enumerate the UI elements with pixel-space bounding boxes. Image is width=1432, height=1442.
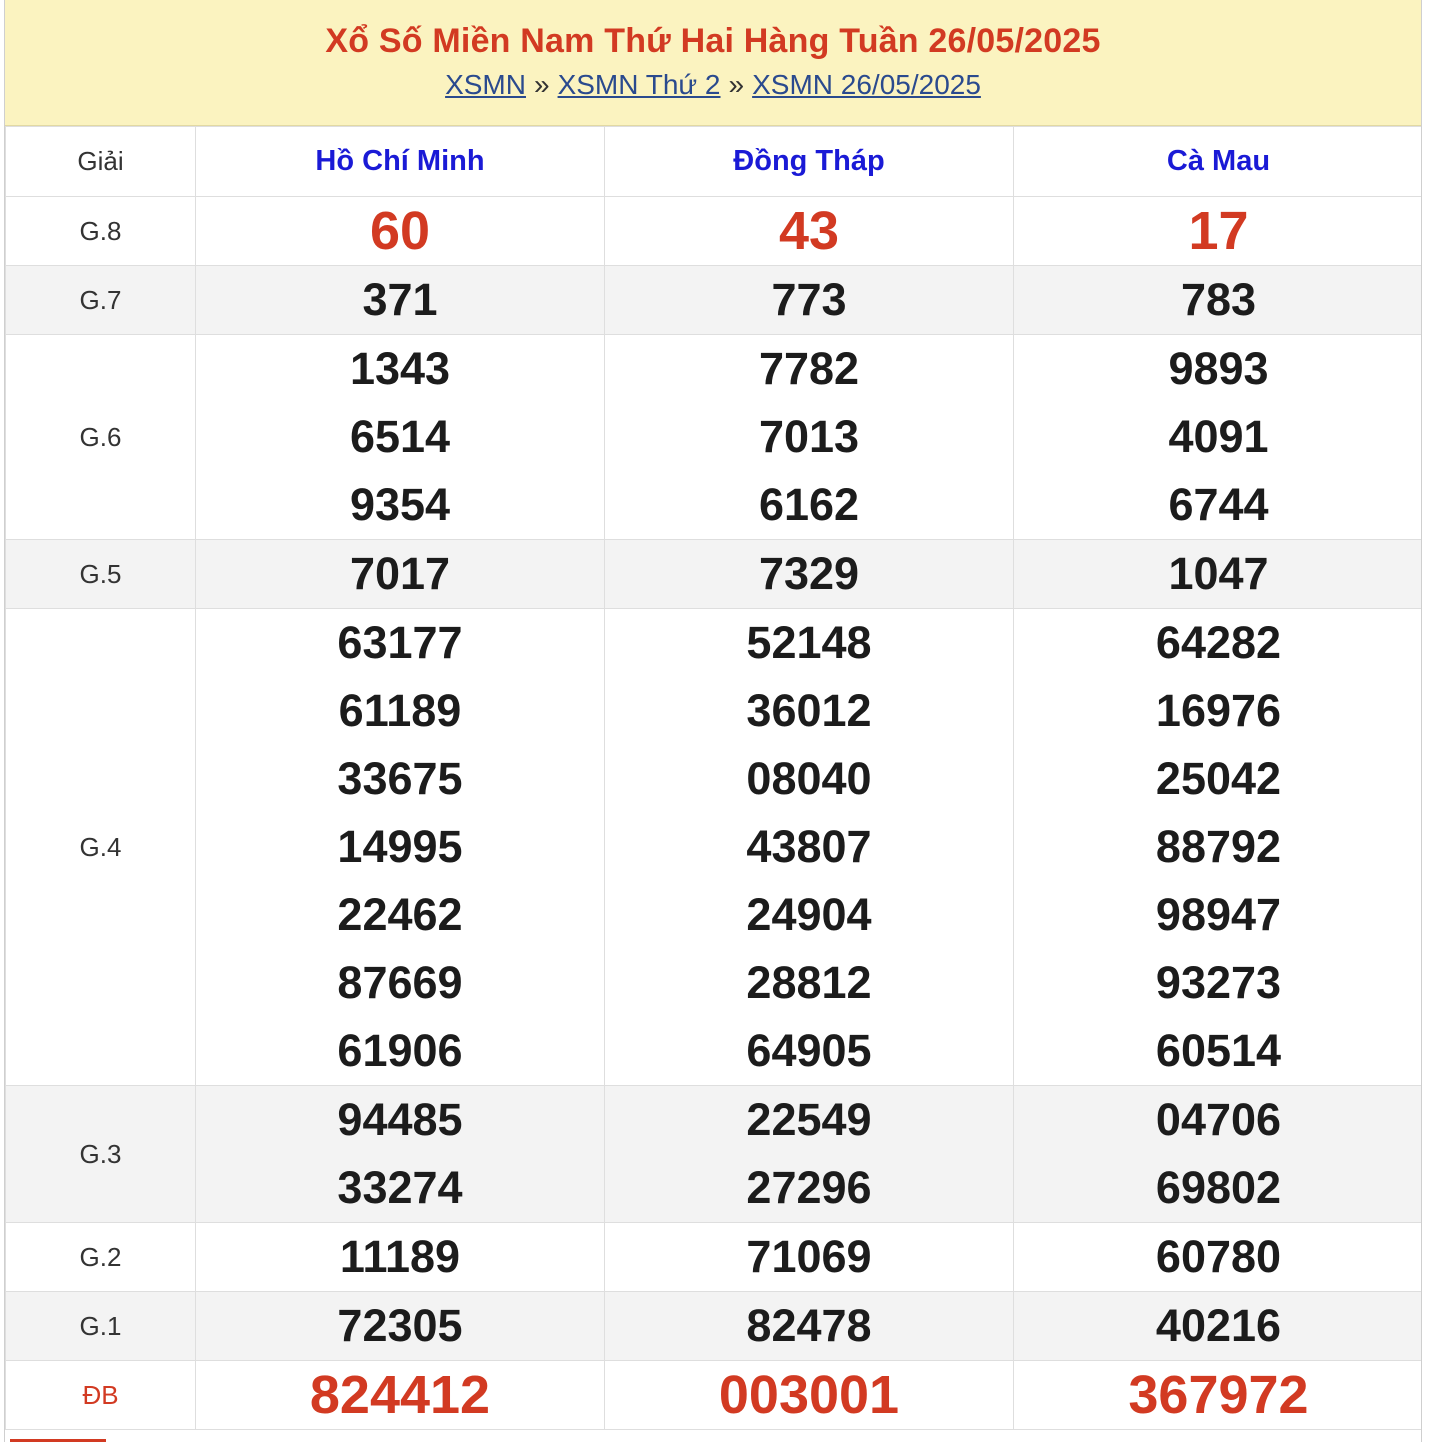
winning-number: 36012 [746,685,872,736]
breadcrumb-link-xsmn-date[interactable]: XSMN 26/05/2025 [752,69,981,100]
result-cell-ho-chi-minh [196,1086,605,1223]
winning-number: 22549 [746,1094,872,1145]
page-title: Xổ Số Miền Nam Thứ Hai Hàng Tuần 26/05/2025 [325,22,1101,60]
winning-number: 64282 [1155,617,1282,668]
results-panel [4,0,1422,1442]
prize-label: G.6 [6,335,196,540]
prize-label: G.1 [6,1292,196,1361]
result-cell-ho-chi-minh [196,335,605,540]
winning-number: 28812 [746,957,872,1008]
prize-label: G.5 [6,540,196,609]
breadcrumb-separator: » [728,69,745,100]
winning-number: 64905 [746,1025,872,1076]
prize-label: G.7 [6,266,196,335]
result-cell-ca-mau [1014,266,1423,335]
result-cell-dong-thap [605,609,1014,1086]
results-table [5,126,1422,1430]
result-cell-ca-mau [1014,540,1423,609]
winning-number: 27296 [746,1162,872,1213]
winning-number: 98947 [1155,889,1282,940]
breadcrumb-link-xsmn[interactable]: XSMN [445,69,526,100]
result-cell-ho-chi-minh [196,1223,605,1292]
breadcrumb-link-xsmn-thu-2[interactable]: XSMN Thứ 2 [557,69,721,100]
prize-row [6,266,1423,335]
result-cell-ho-chi-minh [196,540,605,609]
winning-number: 60514 [1155,1025,1282,1076]
winning-number: 22462 [337,889,463,940]
winning-number: 71069 [746,1231,872,1282]
result-cell-dong-thap [605,266,1014,335]
prize-row [6,335,1423,540]
winning-number: 783 [1180,274,1257,325]
winning-number: 773 [771,274,847,325]
result-cell-dong-thap [605,1361,1014,1430]
winning-number: 11189 [339,1231,461,1282]
province-header-dong-thap[interactable]: Đồng Tháp [605,127,1014,197]
prize-label: G.4 [6,609,196,1086]
winning-number: 88792 [1155,821,1282,872]
winning-number: 7017 [349,548,451,599]
winning-number: 87669 [337,957,463,1008]
prize-label: G.3 [6,1086,196,1223]
breadcrumb [5,69,1421,101]
winning-number: 7329 [758,548,860,599]
winning-number: 25042 [1155,753,1282,804]
prize-column-header: Giải [6,127,196,197]
winning-number: 16976 [1155,685,1282,736]
result-cell-ca-mau [1014,609,1423,1086]
prize-row [6,1223,1423,1292]
result-cell-dong-thap [605,540,1014,609]
winning-number: 60 [369,201,431,261]
winning-number: 61906 [337,1025,463,1076]
prize-row [6,197,1423,266]
winning-number: 7013 [758,411,860,462]
result-cell-ca-mau [1014,1361,1423,1430]
winning-number: 4091 [1168,411,1269,462]
result-cell-dong-thap [605,1223,1014,1292]
result-cell-dong-thap [605,197,1014,266]
winning-number: 14995 [337,821,463,872]
result-cell-ca-mau [1014,1086,1423,1223]
winning-number: 1343 [349,343,451,394]
winning-number: 61189 [338,685,462,736]
winning-number: 63177 [337,617,463,668]
result-cell-ho-chi-minh [196,609,605,1086]
prize-row [6,1292,1423,1361]
winning-number: 93273 [1155,957,1282,1008]
winning-number: 7782 [758,343,860,394]
winning-number: 824412 [309,1365,491,1425]
winning-number: 69802 [1155,1162,1282,1213]
results-header [5,0,1421,126]
winning-number: 6162 [758,479,860,530]
winning-number: 52148 [746,617,872,668]
winning-number: 04706 [1155,1094,1282,1145]
winning-number: 94485 [337,1094,463,1145]
winning-number: 43807 [746,821,872,872]
result-cell-dong-thap [605,335,1014,540]
winning-number: 003001 [718,1365,900,1425]
result-cell-ho-chi-minh [196,1361,605,1430]
winning-number: 6514 [349,411,451,462]
result-cell-ho-chi-minh [196,266,605,335]
winning-number: 82478 [746,1300,872,1351]
prize-row [6,1361,1423,1430]
prize-label: G.8 [6,197,196,266]
province-header-ca-mau[interactable]: Cà Mau [1014,127,1423,197]
winning-number: 33675 [337,753,463,804]
result-cell-dong-thap [605,1292,1014,1361]
prize-row [6,609,1423,1086]
result-cell-ho-chi-minh [196,1292,605,1361]
winning-number: 43 [778,201,840,261]
prize-row [6,540,1423,609]
result-cell-dong-thap [605,1086,1014,1223]
result-cell-ca-mau [1014,335,1423,540]
winning-number: 60780 [1155,1231,1282,1282]
result-cell-ca-mau [1014,1292,1423,1361]
prize-label: ĐB [6,1361,196,1430]
province-header-ho-chi-minh[interactable]: Hồ Chí Minh [196,127,605,197]
winning-number: 9354 [349,479,451,530]
result-cell-ca-mau [1014,1223,1423,1292]
breadcrumb-separator: » [533,69,550,100]
result-cell-ho-chi-minh [196,197,605,266]
winning-number: 33274 [337,1162,463,1213]
winning-number: 367972 [1128,1365,1309,1425]
winning-number: 40216 [1155,1300,1282,1351]
winning-number: 17 [1188,201,1249,261]
winning-number: 9893 [1168,343,1269,394]
result-cell-ca-mau [1014,197,1423,266]
prize-label: G.2 [6,1223,196,1292]
winning-number: 08040 [746,753,872,804]
prize-row [6,1086,1423,1223]
winning-number: 6744 [1168,479,1269,530]
winning-number: 1047 [1168,548,1269,599]
table-header-row [6,127,1423,197]
winning-number: 72305 [337,1300,463,1351]
winning-number: 24904 [746,889,872,940]
winning-number: 371 [362,274,438,325]
